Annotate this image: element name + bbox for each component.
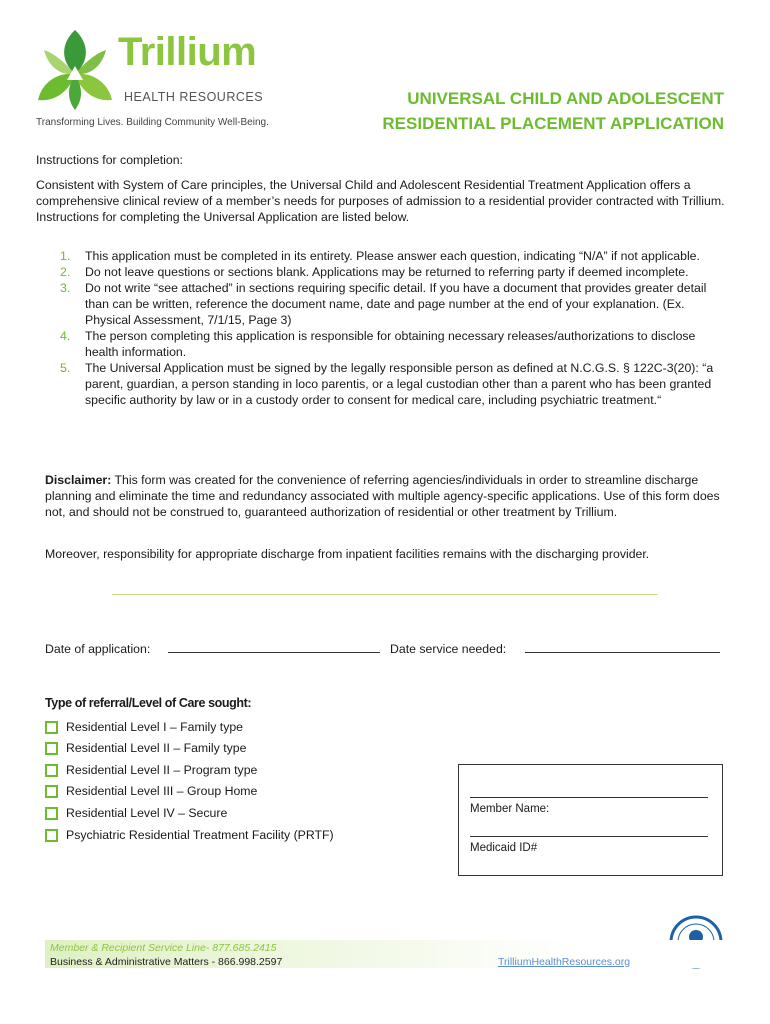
member-name-label: Member Name: [470, 803, 550, 815]
disclaimer-label: Disclaimer: [45, 473, 112, 487]
member-name-field[interactable] [470, 797, 708, 798]
title-line-1: UNIVERSAL CHILD AND ADOLESCENT [407, 89, 724, 108]
brand-name: Trillium [118, 30, 257, 74]
checkbox[interactable] [45, 742, 58, 755]
brand-subtitle: HEALTH RESOURCES [124, 90, 264, 104]
referral-option-level-4-secure[interactable]: Residential Level IV – Secure [45, 803, 227, 823]
brand-tagline: Transforming Lives. Building Community Well-Being. [36, 117, 269, 128]
referral-option-level-1-family[interactable]: Residential Level I – Family type [45, 717, 243, 737]
referral-option-level-2-program[interactable]: Residential Level II – Program type [45, 760, 257, 780]
date-service-needed-label: Date service needed: [390, 642, 507, 656]
discharge-responsibility-note: Moreover, responsibility for appropriate discharge from inpatient facilities remains with the discharging provider. [45, 547, 650, 561]
business-line: Business & Administrative Matters - 866.998.2597 [50, 956, 283, 968]
date-service-needed-field[interactable] [525, 652, 720, 653]
referral-option-level-3-group-home[interactable]: Residential Level III – Group Home [45, 781, 257, 801]
date-of-application-field[interactable] [168, 652, 380, 653]
checkbox[interactable] [45, 807, 58, 820]
document-title [304, 86, 724, 136]
instruction-step: 1. This application must be completed in its entirety. Please answer each question, indicating “N/A” if not applicable. [60, 249, 700, 263]
checkbox[interactable] [45, 721, 58, 734]
date-of-application-label: Date of application: [45, 642, 151, 656]
instruction-step: 4. The person completing this application is responsible for obtaining necessary releases/authorizations to disclose health information. [60, 329, 696, 359]
referral-option-prtf[interactable]: Psychiatric Residential Treatment Facility (PRTF) [45, 825, 334, 845]
medicaid-id-label: Medicaid ID# [470, 842, 538, 854]
checkbox[interactable] [45, 829, 58, 842]
disclaimer-text: This form was created for the convenience of referring agencies/individuals in order to streamline discharge planning and eliminate the time and redundancy associated with multiple agency-specific applications. Use of this form does not, and should not be construed to, guaranteed authorization of residential or other treatment by Trillium. [45, 473, 720, 519]
instruction-step: 5. The Universal Application must be signed by the legally responsible person as defined at N.C.G.S. § 122C-3(20): “a parent, guardian, a person standing in loco parentis, or a legal custodian other than a parent who has been granted specific authority by law or in a custody order to consent for medical care, including psychiatric treatment.“ [60, 361, 714, 407]
instruction-step: 2. Do not leave questions or sections blank. Applications may be returned to referring party if deemed incomplete. [60, 265, 689, 279]
section-divider [112, 594, 658, 595]
instruction-steps [60, 248, 720, 408]
instructions-intro: Consistent with System of Care principles, the Universal Child and Adolescent Residential Treatment Application offers a comprehensive clinical review of a member’s needs for purposes of admission to a residential provider contracted with Trillium. Instructions for completing the Universal Application are listed below. [36, 178, 725, 224]
instructions-label: Instructions for completion: [36, 153, 183, 167]
checkbox[interactable] [45, 764, 58, 777]
instruction-step: 3. Do not write “see attached” in sections requiring specific detail. If you have a document that provides greater detail than can be written, reference the document name, date and page number at the end of your explanation. (Ex. Physical Assessment, 7/1/15, Page 3) [60, 281, 707, 327]
title-line-2: RESIDENTIAL PLACEMENT APPLICATION [382, 114, 724, 133]
referral-type-heading: Type of referral/Level of Care sought: [45, 696, 252, 710]
trillium-logo-icon [34, 26, 116, 114]
member-info-box [458, 764, 723, 876]
member-service-line: Member & Recipient Service Line- 877.685.2415 [50, 942, 277, 954]
website-link[interactable]: TrilliumHealthResources.org [498, 956, 631, 968]
referral-option-level-2-family[interactable]: Residential Level II – Family type [45, 738, 246, 758]
checkbox[interactable] [45, 785, 58, 798]
medicaid-id-field[interactable] [470, 836, 708, 837]
disclaimer-paragraph [45, 472, 725, 520]
